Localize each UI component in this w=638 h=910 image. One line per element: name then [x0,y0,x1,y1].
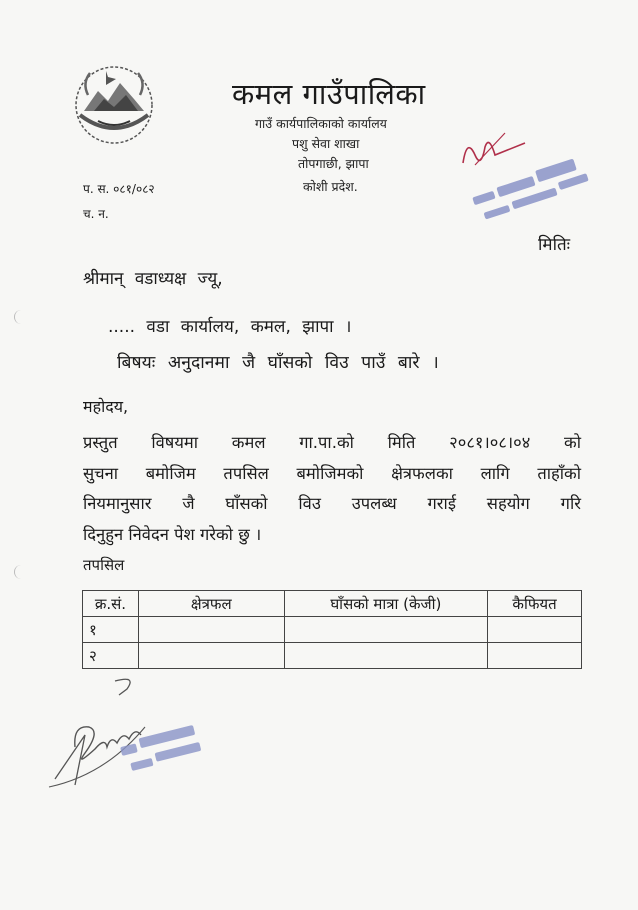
reference-number: प. स. ०८१/०८२ [83,182,155,196]
province-name: कोशी प्रदेश. [303,179,358,194]
municipality-title: कमल गाउँपालिका [232,77,426,111]
table-cell: २ [83,643,139,669]
letter-subject: बिषयः अनुदानमा जै घाँसको विउ पाउँ बारे । [117,353,439,373]
table-cell [138,617,284,643]
body-line: सुचना बमोजिम तपसिल बमोजिमको क्षेत्रफलका लागि ताहाँको [83,463,581,483]
margin-mark [14,565,27,579]
body-line: दिनुहुन निवेदन पेश गरेको छु । [83,524,262,544]
table-row [83,643,582,669]
office-location: तोपगाछी, झापा [298,156,369,171]
column-header: कैफियत [488,591,582,617]
body-line: नियमानुसार जै घाँसको विउ उपलब्ध गराई सहयोग गरि [83,494,581,513]
table-cell [488,617,582,643]
letter-body [83,428,581,550]
salutation: श्रीमान् वडाध्यक्ष ज्यू, [83,269,223,289]
details-label: तपसिल [83,556,125,574]
greeting: महोदय, [83,397,129,416]
branch-name: पशु सेवा शाखा [292,136,360,151]
table-cell [488,643,582,669]
table-cell [284,617,487,643]
date-label: मितिः [538,235,571,255]
body-line: प्रस्तुत विषयमा कमल गा.पा.को मिति २०८१।०८।०४ को [83,433,581,452]
details-table [82,590,582,669]
table-row [83,617,582,643]
office-name: गाउँ कार्यपालिकाको कार्यालय [255,116,387,131]
column-header: क्र.सं. [83,591,139,617]
signature-stamp-icon [45,675,225,800]
table-cell [138,643,284,669]
column-header: क्षेत्रफल [138,591,284,617]
table-cell: १ [83,617,139,643]
nepal-emblem-icon [68,55,160,147]
recipient-office: ..... वडा कार्यालय, कमल, झापा । [108,317,352,337]
table-header-row [83,591,582,617]
margin-mark [14,310,27,324]
column-header: घाँसको मात्रा (केजी) [284,591,487,617]
official-stamp-icon [445,125,620,250]
table-cell [284,643,487,669]
dispatch-number: च. न. [83,207,109,221]
